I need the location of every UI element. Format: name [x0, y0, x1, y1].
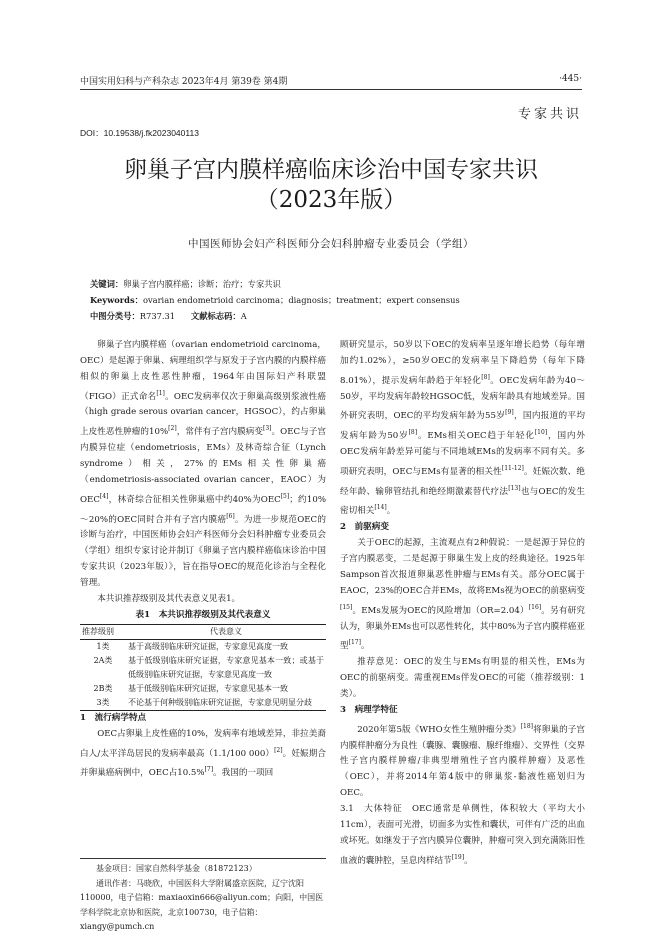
table-cell: 基于低级别临床研究证据，专家意见基本一致 [128, 683, 288, 693]
citation[interactable]: [6] [226, 512, 235, 520]
keywords-cn [90, 276, 582, 292]
citation[interactable]: [19] [451, 853, 465, 861]
table-header-row [80, 624, 326, 639]
table-title: 表1 本共识推荐级别及其代表意义 [135, 609, 271, 620]
citation[interactable]: [2] [274, 746, 283, 754]
citation[interactable]: [5] [280, 492, 290, 500]
citation[interactable]: [3] [263, 425, 272, 433]
citation[interactable]: [4] [99, 492, 109, 500]
gross-features-paragraph: 3.1 大体特征 OEC通常是单侧性，体积较大（平均大小11cm），表面可光滑，切面多为实性和囊状，可伴有广泛的出血或坏死。如继发于子宫内膜异位囊肿，肿瘤可突入到充满陈旧性血液的囊肿腔，呈息肉样结节[19]。 [340, 804, 585, 866]
keywords-en-label: Keywords： [90, 295, 143, 305]
citation[interactable]: [13] [508, 484, 521, 492]
paper-title [80, 155, 582, 215]
table-ref-paragraph: 本共识推荐级别及其代表意义见表1。 [97, 594, 241, 605]
doi: DOI：10.19538/j.fk2023040113 [80, 128, 199, 138]
table-row [80, 696, 326, 711]
citation[interactable]: [16] [528, 603, 542, 611]
table-row [80, 654, 326, 682]
table-cell: 基于高级别临床研究证据，专家意见高度一致 [128, 641, 288, 651]
epidemiology-continued: 顾研究显示，50岁以下OEC的发病率呈逐年增长趋势（每年增加约1.02%），≥50岁OEC的发病率呈下降趋势（每年下降8.01%），提示发病年龄趋于年轻化[8]。OEC发病年龄为40～50岁，平均发病年龄较HGSOC低，发病年龄具有地域差异。国外研究表明，OEC的平均发病年龄为55岁[9]，国内报道的平均发病年龄为50岁[8]。EMs相关OEC趋于年轻化[10]，国内外OEC发病年龄差异可能与不同地域EMs的发病率不同有关。多项研究表明，OEC与EMs有显著的相关性[11-12]。妊娠次数、绝经年龄、输卵管结扎和绝经期激素替代疗法[13]也与OEC的发生密切相关[14]。 [340, 340, 585, 517]
left-column [80, 338, 326, 782]
section-heading-2: 2 前驱病变 [340, 522, 389, 533]
citation[interactable]: [2] [168, 425, 177, 433]
table-cell: 基于低级别临床研究证据，专家意见基本一致；或基于低级别临床研究证据，专家意见高度一致 [128, 655, 324, 679]
table-cell: 2B类 [93, 683, 113, 693]
keywords-block [90, 276, 582, 324]
epidemiology-paragraph: OEC占卵巢上皮性癌的10%，发病率有地域差异，非拉美裔白人/太平洋岛居民的发病率最高（1.1/100 000）[2]。妊娠期合并卵巢癌病例中，OEC占10.5%[7]。我国的一项回 [80, 728, 326, 779]
funding-text: 基金项目：国家自然科学基金（81872123） [96, 864, 257, 873]
section-label: 专家共识 [517, 107, 582, 122]
table-header-cell: 推荐级别 [82, 626, 114, 636]
table-cell: 3类 [96, 697, 110, 707]
funding-footnote [80, 858, 326, 935]
header-rule [80, 89, 582, 90]
journal-info: 中国实用妇科与产科杂志 2023年4月 第39卷 第4期 [80, 77, 288, 87]
citation[interactable]: [9] [505, 409, 514, 417]
precursor-paragraph: 关于OEC的起源，主流观点有2种假说：一是起源于异位的子宫内膜恶变，二是起源于卵巢生发上皮的经典途径。1925年Sampson首次报道卵巢恶性肿瘤与EMs有关。部分OEC属于EAOC，23%的OEC合并EMs，故将EMs视为OEC的前驱病变[15]。EMs发展为OEC的风险增加（OR=2.04）[16]。另有研究认为，卵巢外EMs也可以恶性转化，其中80%为子宫内膜样癌亚型[17]。 [340, 538, 585, 652]
citation[interactable]: [15] [340, 603, 353, 611]
intro-paragraph: 卵巢子宫内膜样癌（ovarian endometrioid carcinoma，OEC）是起源于卵巢、病理组织学与原发于子宫内膜的内膜样癌相似的卵巢上皮性恶性肿瘤，1964年由国际妇产科联盟（FIGO）正式命名[1]。OEC发病率仅次于卵巢高级别浆液性癌（high grade serous ovarian cancer，HGSOC），约占卵巢上皮性恶性肿瘤的10%[2]，常伴有子宫内膜病变[3]。OEC与子宫内膜异位症（endometriosis，EMs）及林奇综合征（Lynch syndrome）相关，27%的EMs相关性卵巢癌（endometriosis-associated ovarian cancer，EAOC）为OEC[4]，林奇综合征相关性卵巢癌中约40%为OEC[5]；约10%～20%的OEC同时合并有子宫内膜癌[6]。为进一步规范OEC的诊断与治疗，中国医师协会妇产科医师分会妇科肿瘤专业委员会（学组）组织专家讨论并制订《卵巢子宫内膜样癌临床诊治中国专家共识（2023年版）》，旨在指导OEC的规范化诊治与全程化管理。 [80, 340, 326, 589]
classification [90, 308, 582, 324]
clc-value: R737.31 [139, 311, 176, 321]
doc-code-label: 文献标志码： [190, 311, 241, 321]
table-row [80, 682, 326, 696]
citation[interactable]: [7] [204, 766, 214, 774]
keywords-en [90, 292, 582, 308]
citation[interactable]: [14] [374, 504, 387, 512]
recommendation-table [80, 624, 326, 711]
doc-code-value: A [240, 311, 247, 321]
citation[interactable]: [8] [481, 373, 490, 381]
citation[interactable]: [1] [156, 389, 165, 397]
citation[interactable]: [17] [348, 639, 361, 647]
keywords-cn-text: 卵巢子宫内膜样癌；诊断；治疗；专家共识 [123, 279, 281, 289]
table-cell: 1类 [96, 641, 110, 651]
correspondence-text: 通讯作者：马晓欣，中国医科大学附属盛京医院，辽宁沈阳110000，电子信箱：maxiaoxin666@aliyun.com；向阳，中国医学科学院北京协和医院，北京100730，电子信箱：xiangy@pumch.cn [80, 878, 324, 931]
table-cell: 2A类 [93, 655, 113, 665]
recommendation-paragraph: 推荐意见：OEC的发生与EMs有明显的相关性，EMs为OEC的前驱病变。需重视EMs伴发OEC的可能（推荐级别：1类）。 [340, 657, 585, 699]
running-header [80, 74, 582, 87]
citation[interactable]: [8] [408, 429, 418, 437]
citation[interactable]: [11-12] [501, 464, 524, 472]
page-number: ·445· [559, 74, 582, 84]
title-line-2: （2023年版） [255, 187, 407, 213]
keywords-cn-label: 关键词： [90, 279, 124, 289]
table-cell: 不论基于何种级别临床研究证据，专家意见明显分歧 [128, 697, 312, 707]
citation[interactable]: [18] [520, 722, 534, 730]
section-heading-3: 3 病理学特征 [340, 704, 398, 715]
title-line-1: 卵巢子宫内膜样癌临床诊治中国专家共识 [124, 157, 538, 183]
clc-label: 中图分类号： [90, 311, 140, 321]
pathology-paragraph: 2020年第5版《WHO女性生殖肿瘤分类》[18]将卵巢的子宫内膜样肿瘤分为良性（囊腺、囊腺瘤、腺纤维瘤）、交界性（交界性子宫内膜样肿瘤/非典型增殖性子宫内膜样肿瘤）及恶性（OEC），并将2014年第4版中的卵巢浆-黏液性癌划归为OEC。 [340, 722, 585, 799]
citation[interactable]: [10] [534, 429, 548, 437]
table-row [80, 639, 326, 654]
keywords-en-text: ovarian endometrioid carcinoma；diagnosis；treatment；expert consensus [142, 295, 460, 305]
table-header-cell: 代表意义 [210, 626, 242, 636]
right-column [340, 338, 585, 870]
section-heading-1: 1 流行病学特点 [80, 712, 147, 723]
authors: 中国医师协会妇产科医师分会妇科肿瘤专业委员会（学组） [188, 238, 474, 250]
